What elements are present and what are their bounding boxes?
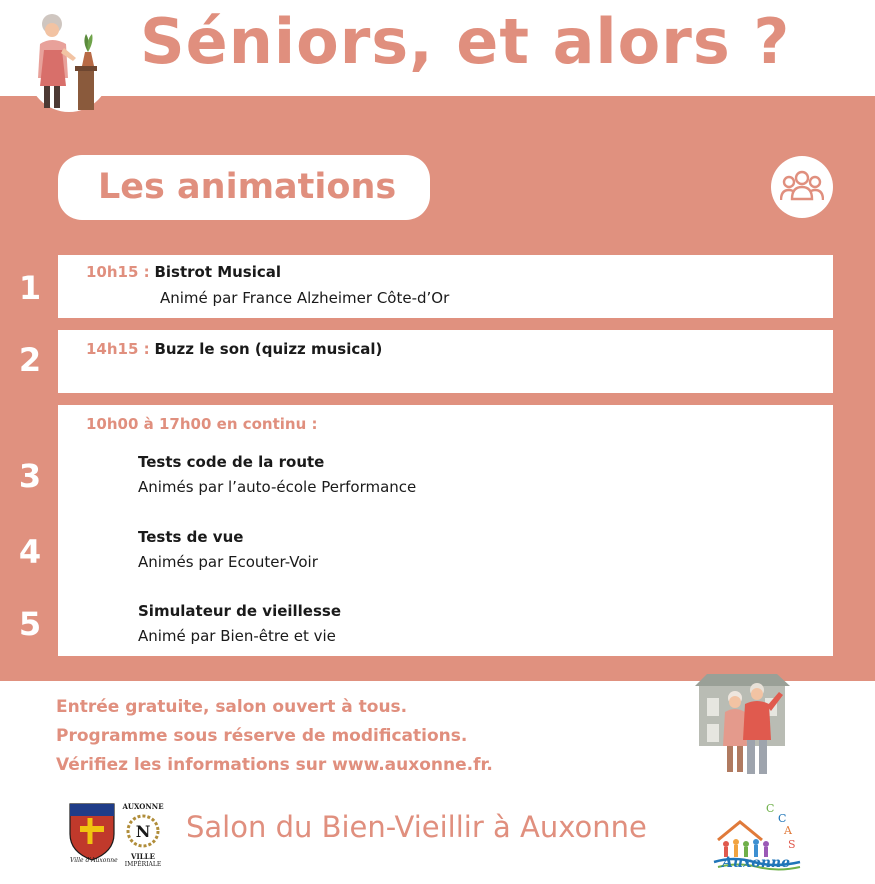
seal-subtitle-1: VILLE (131, 852, 155, 861)
card-1-heading (86, 263, 281, 281)
card-2-heading (86, 340, 382, 358)
ccas-letter-c2: C (778, 812, 787, 825)
item-number-5: 5 (18, 605, 42, 643)
animation-card-2 (58, 330, 833, 393)
item-number-2: 2 (18, 341, 42, 379)
note-free-entry: Entrée gratuite, salon ouvert à tous. (56, 697, 408, 717)
seal-subtitle-2: IMPÉRIALE (124, 861, 162, 868)
page-title: Séniors, et alors ? (140, 5, 791, 78)
section-heading-pill (58, 155, 430, 220)
item-4-host: Animés par Ecouter-Voir (138, 553, 318, 571)
item-number-1: 1 (18, 269, 42, 307)
item-5-host: Animé par Bien-être et vie (138, 627, 336, 645)
auxonne-crest-logo (66, 800, 122, 864)
card-1-host: Animé par France Alzheimer Côte-d’Or (160, 289, 450, 307)
seal-town-name: AUXONNE (122, 802, 164, 811)
senior-couple-illustration (695, 668, 790, 780)
seal-letter: N (135, 822, 151, 841)
item-3-event: Tests code de la route (138, 453, 325, 471)
item-3-host: Animés par l’auto-école Performance (138, 478, 417, 496)
grandma-gardening-illustration (30, 8, 110, 112)
item-number-4: 4 (18, 533, 42, 571)
card-1-time: 10h15 : (86, 263, 150, 281)
card-2-event: Buzz le son (quizz musical) (154, 340, 383, 358)
group-people-icon-svg (780, 167, 824, 207)
laurel-wreath-icon (120, 811, 166, 849)
crest-label: Ville d’Auxonne (70, 857, 118, 864)
salon-title: Salon du Bien-Vieillir à Auxonne (186, 810, 647, 844)
item-number-3: 3 (18, 457, 42, 495)
section-heading: Les animations (98, 167, 397, 207)
ccas-town-name: Auxonne (722, 855, 790, 871)
ccas-letter-a: A (784, 824, 792, 837)
item-4-event: Tests de vue (138, 528, 244, 546)
ccas-letter-c1: C (766, 802, 775, 815)
note-website: Vérifiez les informations sur www.auxonne.fr. (56, 755, 493, 775)
ccas-letter-s: S (788, 838, 796, 851)
card-1-event: Bistrot Musical (154, 263, 282, 281)
note-program-reserve: Programme sous réserve de modifications. (56, 726, 468, 746)
animation-card-continuous (58, 405, 833, 656)
animation-card-1 (58, 255, 833, 318)
imperial-town-logo (120, 802, 166, 869)
continuous-time: 10h00 à 17h00 en continu : (86, 415, 318, 433)
item-5-event: Simulateur de vieillesse (138, 602, 342, 620)
card-2-time: 14h15 : (86, 340, 150, 358)
group-people-icon (771, 156, 833, 218)
